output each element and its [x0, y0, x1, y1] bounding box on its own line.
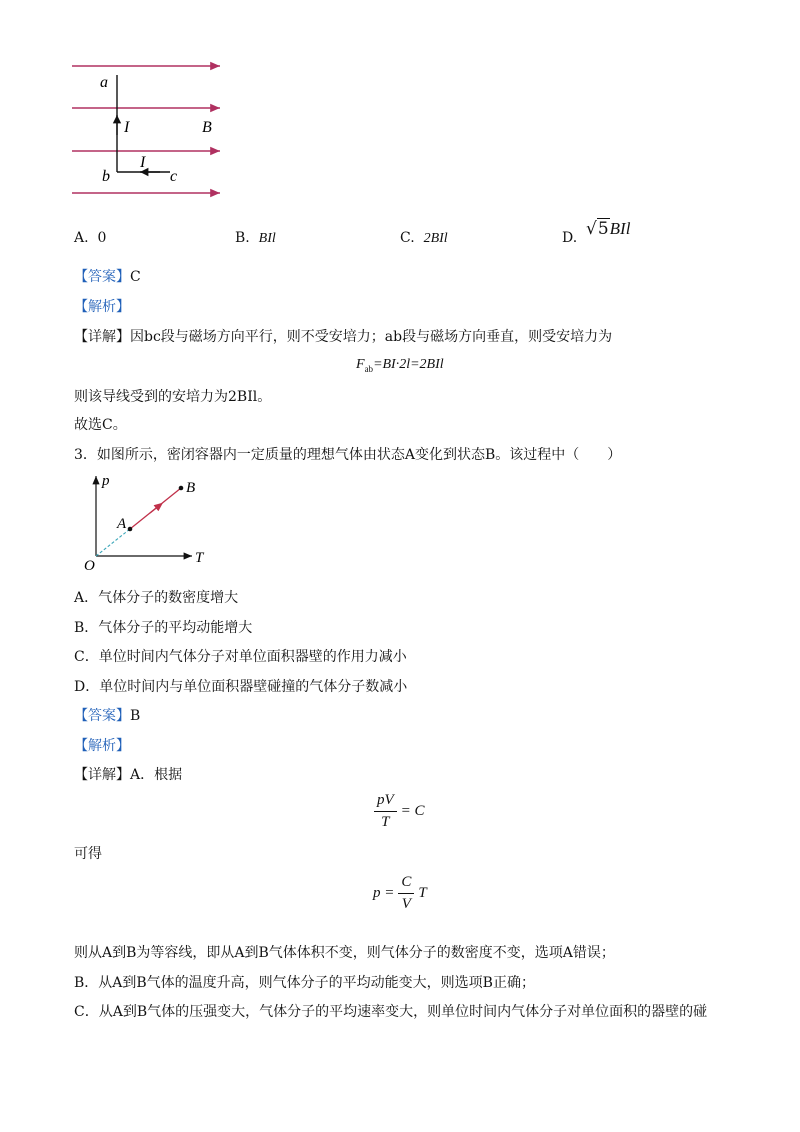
origin-label: O — [84, 558, 95, 574]
sqrt-radicand: 5 — [597, 219, 609, 239]
q3-analysis-tag: 【解析】 — [74, 738, 130, 754]
point-b — [179, 486, 184, 491]
q3-line-b: B．从A到B气体的温度升高，则气体分子的平均动能变大，则选项B正确； — [74, 975, 535, 991]
equation-p-of-t: p = $\frac{C}{V}$ T — [373, 874, 427, 912]
equation-ideal-gas: $\frac{pV}{T}$ = C — [370, 792, 425, 831]
axis-label-t: T — [195, 550, 204, 566]
point-b-label: B — [186, 480, 196, 496]
point-a-label: A — [117, 516, 127, 532]
q3-kede: 可得 — [74, 846, 102, 862]
q3-option-c: C．单位时间内气体分子对单位面积器壁的作用力减小 — [74, 649, 407, 665]
p-t-graph — [78, 470, 218, 575]
q2-detail: 【详解】因bc段与磁场方向平行，则不受安培力；ab段与磁场方向垂直，则受安培力为 — [74, 329, 613, 345]
q3-option-d: D．单位时间内与单位面积器壁碰撞的气体分子数减小 — [74, 679, 408, 695]
q2-option-b: B. BIl — [235, 230, 276, 246]
q3-line-c: C．从A到B气体的压强变大，气体分子的平均速率变大，则单位时间内气体分子对单位面积的器壁的碰 — [74, 1004, 708, 1020]
q2-conclusion: 则该导线受到的安培力为2BIl。 — [74, 389, 272, 405]
q2-analysis-tag: 【解析】 — [74, 299, 130, 315]
q3-stem: 3．如图所示，密闭容器内一定质量的理想气体由状态A变化到状态B。该过程中（ ） — [74, 447, 622, 463]
label-B-field: B — [202, 119, 212, 136]
q3-answer: 【答案】B — [74, 708, 141, 724]
label-b: b — [102, 168, 110, 185]
axis-label-p: p — [102, 473, 110, 489]
q2-choose: 故选C。 — [74, 417, 127, 433]
label-I-horizontal: I — [140, 154, 146, 171]
q3-detail-start: 【详解】A．根据 — [74, 767, 183, 783]
q2-answer: 【答案】C — [74, 269, 141, 285]
point-a — [128, 527, 133, 532]
extension-dashed-line — [96, 529, 130, 556]
q3-option-a: A．气体分子的数密度增大 — [74, 590, 239, 606]
label-c: c — [170, 168, 178, 185]
q3-line-a: 则从A到B为等容线，即从A到B气体体积不变，则气体分子的数密度不变，选项A错误； — [74, 945, 615, 961]
q2-option-c: C. 2BIl — [400, 230, 448, 246]
q3-option-b: B．气体分子的平均动能增大 — [74, 620, 253, 636]
sqrt-symbol: √ — [586, 219, 597, 239]
process-direction-arrow — [150, 505, 160, 513]
label-I-vertical: I — [124, 119, 130, 136]
q2-option-a: A. 0 — [74, 230, 107, 246]
magnetic-field-figure — [60, 55, 240, 205]
q2-option-d: D. — [562, 230, 578, 246]
label-a: a — [100, 74, 108, 91]
q2-formula: $F_{ab}=BI\cdot 2l=2BIl$ — [356, 357, 444, 374]
q2-option-d-value: √5BIl — [586, 219, 631, 239]
